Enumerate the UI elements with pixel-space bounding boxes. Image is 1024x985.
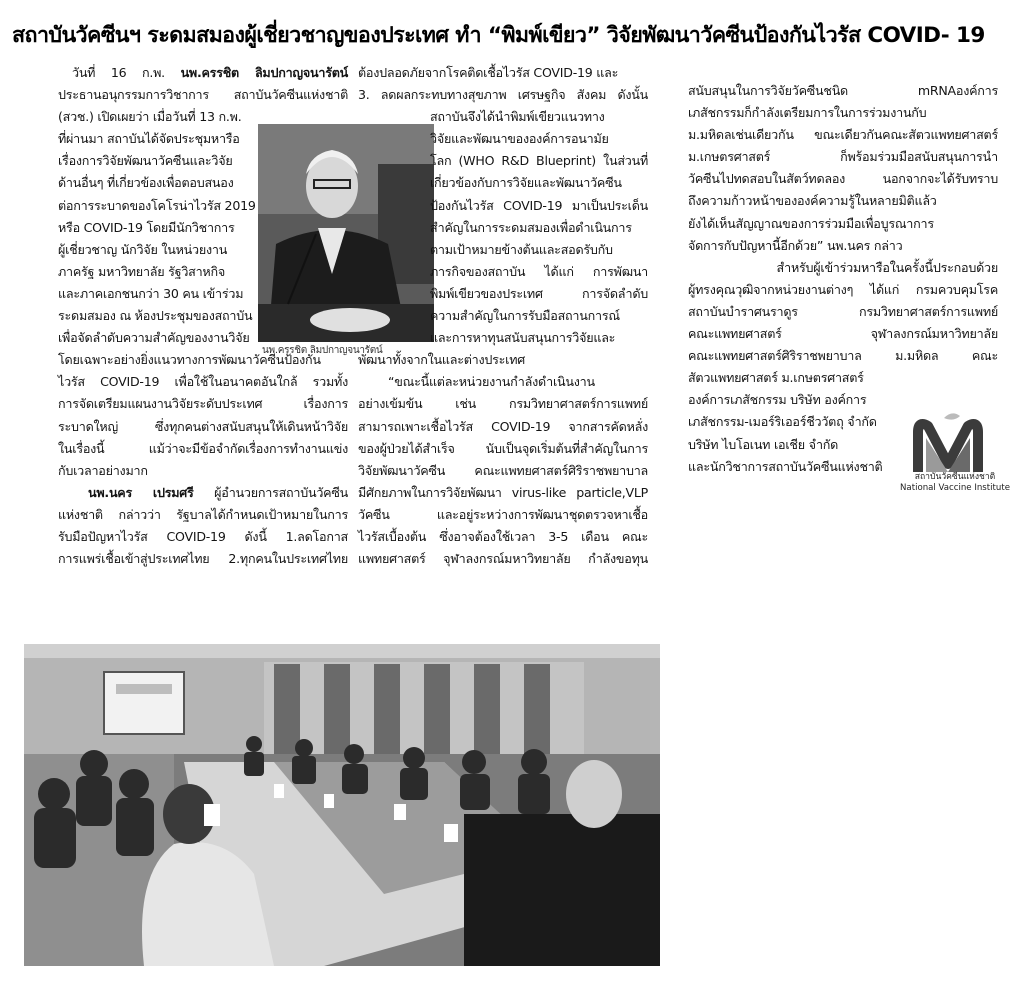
person-name: นพ.นคร เปรมศรี	[88, 484, 194, 500]
body-line: ผู้ทรงคุณวุฒิจากหน่วยงานต่างๆ ได้แก่ กรมควบคุมโรค	[688, 281, 998, 297]
body-line: วิจัยและพัฒนาขององค์การอนามัย	[430, 131, 609, 147]
body-line: คณะแพทยศาสตร์ศิริราชพยาบาล ม.มหิดล คณะ	[688, 348, 998, 364]
portrait-caption: นพ.ครรชิต ลิมปกาญจนารัตน์	[262, 345, 383, 356]
column-3-wrapped-text	[688, 367, 898, 477]
body-line: รับมือปัญหาไวรัส COVID-19 ดังนี้ 1.ลดโอกาส	[58, 528, 348, 544]
body-fragment: ผู้อำนวยการสถาบันวัคซีน	[214, 484, 348, 500]
body-line: พิมพ์เขียวของประเทศ การจัดลำดับ	[430, 285, 648, 301]
body-line: เรื่องการวิจัยพัฒนาวัคซีนและวิจัย	[58, 153, 233, 169]
body-line: ตามเป้าหมายข้างต้นและสอดรับกับ	[430, 241, 613, 257]
body-line: ในเรื่องนี้ แม้ว่าจะมีข้อจำกัดเรื่องการทำงานแข่ง	[58, 440, 348, 456]
body-line: ด้านอื่นๆ ที่เกี่ยวข้องเพื่อตอบสนอง	[58, 175, 234, 191]
body-line: ถึงความก้าวหน้าขององค์ความรู้ในหลายมิติแล้ว	[688, 193, 937, 209]
body-line: เพื่อจัดลำดับความสำคัญของงานวิจัย	[58, 330, 250, 346]
body-line: หรือ COVID-19 โดยมีนักวิชาการ	[58, 219, 235, 235]
body-line: การแพร่เชื้อเข้าสู่ประเทศไทย 2.ทุกคนในประเทศไทย	[58, 551, 348, 567]
body-line: “ขณะนี้แต่ละหน่วยงานกำลังดำเนินงาน	[388, 374, 595, 390]
body-line: แพทยศาสตร์ จุฬาลงกรณ์มหาวิทยาลัย กำลังขอทุน	[358, 551, 648, 567]
body-line: แห่งชาติ กล่าวว่า รัฐบาลได้กำหนดเป้าหมายในการ	[58, 506, 348, 522]
column-1-first-line	[58, 62, 348, 84]
body-line: การจัดเตรียมแผนงานวิจัยระดับประเทศ เรื่องการ	[58, 396, 348, 412]
body-line: ประธานอนุกรรมการวิชาการ สถาบันวัคซีนแห่งชาติ	[58, 87, 348, 103]
body-line: (สวช.) เปิดเผยว่า เมื่อวันที่ 13 ก.พ.	[58, 109, 242, 125]
meeting-illustration	[24, 644, 660, 966]
body-line: ไวรัส COVID-19 เพื่อใช้ในอนาคตอันใกล้ รวมทั้ง	[58, 374, 348, 390]
body-line: สถาบันจึงได้นำพิมพ์เขียวแนวทาง	[430, 109, 605, 125]
body-line: จัดการกับปัญหานี้อีกด้วย” นพ.นคร กล่าว	[688, 237, 903, 253]
body-line: บริษัท ไบโอเนท เอเชีย จำกัด	[688, 436, 839, 452]
body-line: เกี่ยวข้องกับการวิจัยและพัฒนาวัคซีน	[430, 175, 622, 191]
body-line: วัคซีนไปทดสอบในสัตว์ทดลอง นอกจากจะได้รับทราบ	[688, 171, 998, 187]
body-line: ความสำคัญในการรับมือสถานการณ์	[430, 308, 620, 324]
body-line: ระดมสมอง ณ ห้องประชุมของสถาบัน	[58, 308, 253, 324]
body-line: สถาบันบำราศนราดูร กรมวิทยาศาสตร์การแพทย์	[688, 303, 998, 319]
body-line: วิจัยพัฒนาวัคซีน คณะแพทยศาสตร์ศิริราชพยาบาล	[358, 462, 648, 478]
body-line: มีศักยภาพในการวิจัยพัฒนา virus-like particle,VLP	[358, 484, 648, 500]
body-line: และการหาทุนสนับสนุนการวิจัยและ	[430, 330, 616, 346]
column-1-para2-first-line	[58, 482, 348, 504]
body-line: ภาครัฐ มหาวิทยาลัย รัฐวิสาหกิจ	[58, 263, 225, 279]
body-line: คณะแพทยศาสตร์ จุฬาลงกรณ์มหาวิทยาลัย	[688, 326, 998, 342]
body-line: และนักวิชาการสถาบันวัคซีนแห่งชาติ	[688, 458, 883, 474]
body-line: ระบาดใหญ่ ซึ่งทุกคนต่างสนับสนุนให้เดินหน้าวิจัย	[58, 418, 348, 434]
nvi-logo-text	[900, 472, 1010, 494]
body-line: และภาคเอกชนกว่า 30 คน เข้าร่วม	[58, 285, 244, 301]
body-line: ไวรัสเบื้องต้น ซึ่งอาจต้องใช้เวลา 3-5 เดือน คณะ	[358, 528, 648, 544]
meeting-photo	[24, 644, 660, 966]
body-line: ม.เกษตรศาสตร์ ก็พร้อมร่วมมือสนับสนุนการนำ	[688, 149, 998, 165]
body-line: 3. ลดผลกระทบทางสุขภาพ เศรษฐกิจ สังคม ดังนั้น	[358, 87, 648, 103]
nvi-logo	[896, 410, 1011, 522]
column-2-wrapped-text	[430, 106, 648, 349]
body-line: อย่างเข้มข้น เช่น กรมวิทยาศาสตร์การแพทย์	[358, 396, 648, 412]
headline: สถาบันวัคซีนฯ ระดมสมองผู้เชี่ยวชาญของประเทศ ทำ “พิมพ์เขียว” วิจัยพัฒนาวัคซีนป้องกันไวรัส COVID- 19	[12, 23, 985, 48]
body-line: โลก (WHO R&D Blueprint) ในส่วนที่	[430, 153, 648, 169]
body-line: เภสัชกรรม-เมอร์ริเออร์ชีววัตถุ จำกัด	[688, 414, 877, 430]
body-line: สำคัญในการระดมสมองเพื่อดำเนินการ	[430, 219, 632, 235]
body-line: สัตวแพทยศาสตร์ ม.เกษตรศาสตร์	[688, 370, 864, 386]
body-line: ต่อการระบาดของโคโรน่าไวรัส 2019	[58, 197, 256, 213]
nvi-logo-mark	[896, 410, 1008, 480]
body-line: ที่ผ่านมา สถาบันได้จัดประชุมหารือ	[58, 131, 240, 147]
body-line: ผู้เชี่ยวชาญ นักวิจัย ในหน่วยงาน	[58, 241, 228, 257]
article-column-2	[358, 62, 648, 570]
person-name: นพ.ครรชิต ลิมปกาญจนารัตน์	[180, 65, 348, 80]
body-line: ม.มหิดลเช่นเดียวกัน ขณะเดียวกันคณะสัตวแพทยศาสตร์	[688, 127, 998, 143]
date-text: วันที่ 16 ก.พ.	[72, 65, 165, 80]
body-line: สามารถเพาะเชื้อไวรัส COVID-19 จากสารคัดหลั่ง	[358, 418, 648, 434]
body-line: ต้องปลอดภัยจากโรคติดเชื้อไวรัส COVID-19 และ	[358, 65, 619, 80]
body-line: พัฒนาทั้งจากในและต่างประเทศ	[358, 352, 526, 368]
logo-english-name: National Vaccine Institute	[900, 483, 1011, 493]
logo-thai-name: สถาบันวัคซีนแห่งชาติ	[914, 472, 996, 482]
body-line: เภสัชกรรมก็กำลังเตรียมการในการร่วมงานกับ	[688, 105, 927, 121]
body-line: กับเวลาอย่างมาก	[58, 462, 148, 478]
body-line: องค์การเภสัชกรรม บริษัท องค์การ	[688, 392, 867, 408]
body-line: ของผู้ป่วยได้สำเร็จ นับเป็นจุดเริ่มต้นที่สำคัญในการ	[358, 440, 648, 456]
body-line: สนับสนุนในการวิจัยวัคซีนชนิด mRNAองค์การ	[688, 83, 998, 98]
body-line: สำหรับผู้เข้าร่วมหารือในครั้งนี้ประกอบด้วย	[776, 259, 998, 275]
body-line: ยังได้เห็นสัญญาณของการร่วมมือเพื่อบูรณาการ	[688, 215, 934, 231]
body-line: วัคซีน และอยู่ระหว่างการพัฒนาชุดตรวจหาเชื้อ	[358, 506, 648, 522]
body-line: ป้องกันไวรัส COVID-19 มาเป็นประเด็น	[430, 197, 648, 213]
body-line: โดยเฉพาะอย่างยิ่งแนวทางการพัฒนาวัคซีนป้องกัน	[58, 352, 321, 368]
body-line: ภารกิจของสถาบัน ได้แก่ การพัฒนา	[430, 263, 648, 279]
